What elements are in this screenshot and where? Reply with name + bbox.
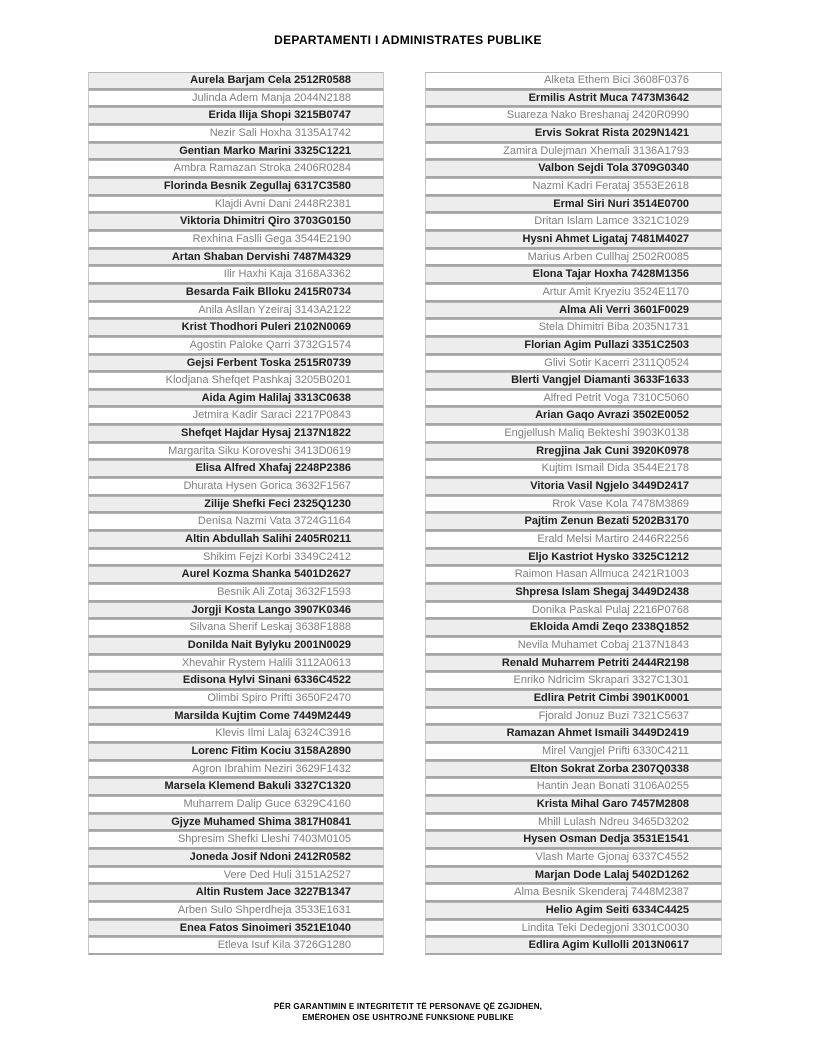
name-list-left-column bbox=[88, 72, 384, 955]
table-row: Ekloida Amdi Zeqo 2338Q1852 bbox=[425, 619, 722, 637]
footer-line-1: PËR GARANTIMIN E INTEGRITETIT TË PERSONAVE QË ZGJIDHEN, bbox=[273, 1002, 543, 1011]
table-row: Nevila Muhamet Cobaj 2137N1843 bbox=[425, 637, 722, 655]
table-row: Besnik Ali Zotaj 3632F1593 bbox=[88, 584, 384, 602]
table-row: Eljo Kastriot Hysko 3325C1212 bbox=[425, 549, 722, 567]
table-row: Mirel Vangjel Prifti 6330C4211 bbox=[425, 743, 722, 761]
table-row: Suareza Nako Breshanaj 2420R0990 bbox=[425, 107, 722, 125]
table-row: Artan Shaban Dervishi 7487M4329 bbox=[88, 249, 384, 267]
table-row: Margarita Siku Koroveshi 3413D0619 bbox=[88, 443, 384, 461]
table-row: Shefqet Hajdar Hysaj 2137N1822 bbox=[88, 425, 384, 443]
table-row: Nezir Sali Hoxha 3135A1742 bbox=[88, 125, 384, 143]
table-row: Altin Rustem Jace 3227B1347 bbox=[88, 884, 384, 902]
table-row: Artur Amit Kryeziu 3524E1170 bbox=[425, 284, 722, 302]
footer-note bbox=[0, 1001, 816, 1023]
table-row: Ramazan Ahmet Ismaili 3449D2419 bbox=[425, 725, 722, 743]
table-row: Helio Agim Seiti 6334C4425 bbox=[425, 902, 722, 920]
table-row: Hantin Jean Bonati 3106A0255 bbox=[425, 778, 722, 796]
table-row: Agostin Paloke Qarri 3732G1574 bbox=[88, 337, 384, 355]
table-row: Raimon Hasan Allmuca 2421R1003 bbox=[425, 566, 722, 584]
table-row: Xhevahir Rystem Halili 3112A0613 bbox=[88, 655, 384, 673]
table-row: Alma Besnik Skenderaj 7448M2387 bbox=[425, 884, 722, 902]
table-row: Denisa Nazmi Vata 3724G1164 bbox=[88, 513, 384, 531]
table-row: Alfred Petrit Voga 7310C5060 bbox=[425, 390, 722, 408]
table-row: Vere Ded Huli 3151A2527 bbox=[88, 867, 384, 885]
table-row: Glivi Sotir Kacerri 2311Q0524 bbox=[425, 355, 722, 373]
table-row: Edisona Hylvi Sinani 6336C4522 bbox=[88, 672, 384, 690]
table-row: Florinda Besnik Zegullaj 6317C3580 bbox=[88, 178, 384, 196]
table-row: Shikim Fejzi Korbi 3349C2412 bbox=[88, 549, 384, 567]
table-row: Rrok Vase Kola 7478M3869 bbox=[425, 496, 722, 514]
table-row: Dhurata Hysen Gorica 3632F1567 bbox=[88, 478, 384, 496]
table-row: Joneda Josif Ndoni 2412R0582 bbox=[88, 849, 384, 867]
table-row: Krist Thodhori Puleri 2102N0069 bbox=[88, 319, 384, 337]
table-row: Donilda Nait Bylyku 2001N0029 bbox=[88, 637, 384, 655]
table-row: Gjyze Muhamed Shima 3817H0841 bbox=[88, 814, 384, 832]
table-row: Edlira Petrit Cimbi 3901K0001 bbox=[425, 690, 722, 708]
table-row: Elton Sokrat Zorba 2307Q0338 bbox=[425, 761, 722, 779]
table-row: Arben Sulo Shperdheja 3533E1631 bbox=[88, 902, 384, 920]
table-row: Blerti Vangjel Diamanti 3633F1633 bbox=[425, 372, 722, 390]
table-row: Anila Asllan Yzeiraj 3143A2122 bbox=[88, 302, 384, 320]
table-row: Hysni Ahmet Ligataj 7481M4027 bbox=[425, 231, 722, 249]
table-row: Florian Agim Pullazi 3351C2503 bbox=[425, 337, 722, 355]
table-row: Lorenc Fitim Kociu 3158A2890 bbox=[88, 743, 384, 761]
table-row: Stela Dhimitri Biba 2035N1731 bbox=[425, 319, 722, 337]
table-row: Viktoria Dhimitri Qiro 3703G0150 bbox=[88, 213, 384, 231]
table-row: Vlash Marte Gjonaj 6337C4552 bbox=[425, 849, 722, 867]
table-row: Vitoria Vasil Ngjelo 3449D2417 bbox=[425, 478, 722, 496]
table-row: Alma Ali Verri 3601F0029 bbox=[425, 302, 722, 320]
table-row: Hysen Osman Dedja 3531E1541 bbox=[425, 831, 722, 849]
table-row: Etleva Isuf Kila 3726G1280 bbox=[88, 937, 384, 955]
table-row: Agron Ibrahim Neziri 3629F1432 bbox=[88, 761, 384, 779]
table-row: Gentian Marko Marini 3325C1221 bbox=[88, 143, 384, 161]
table-row: Erida Ilija Shopi 3215B0747 bbox=[88, 107, 384, 125]
table-row: Jorgji Kosta Lango 3907K0346 bbox=[88, 602, 384, 620]
table-row: Edlira Agim Kullolli 2013N0617 bbox=[425, 937, 722, 955]
table-row: Elona Tajar Hoxha 7428M1356 bbox=[425, 266, 722, 284]
table-row: Klajdi Avni Dani 2448R2381 bbox=[88, 196, 384, 214]
table-row: Lindita Teki Dedegjoni 3301C0030 bbox=[425, 920, 722, 938]
table-row: Marsilda Kujtim Come 7449M2449 bbox=[88, 708, 384, 726]
table-row: Ambra Ramazan Stroka 2406R0284 bbox=[88, 160, 384, 178]
table-row: Gejsi Ferbent Toska 2515R0739 bbox=[88, 355, 384, 373]
table-row: Zamira Dulejman Xhemali 3136A1793 bbox=[425, 143, 722, 161]
table-row: Dritan Islam Lamce 3321C1029 bbox=[425, 213, 722, 231]
table-row: Rexhina Faslli Gega 3544E2190 bbox=[88, 231, 384, 249]
table-row: Klevis Ilmi Lalaj 6324C3916 bbox=[88, 725, 384, 743]
table-row: Ermilis Astrit Muca 7473M3642 bbox=[425, 90, 722, 108]
table-row: Enea Fatos Sinoimeri 3521E1040 bbox=[88, 920, 384, 938]
table-row: Pajtim Zenun Bezati 5202B3170 bbox=[425, 513, 722, 531]
table-row: Kujtim Ismail Dida 3544E2178 bbox=[425, 460, 722, 478]
table-row: Olimbi Spiro Prifti 3650F2470 bbox=[88, 690, 384, 708]
table-row: Elisa Alfred Xhafaj 2248P2386 bbox=[88, 460, 384, 478]
table-row: Alketa Ethem Bici 3608F0376 bbox=[425, 72, 722, 90]
page-title: DEPARTAMENTI I ADMINISTRATES PUBLIKE bbox=[274, 33, 542, 47]
table-row: Ermal Siri Nuri 3514E0700 bbox=[425, 196, 722, 214]
table-row: Shpresa Islam Shegaj 3449D2438 bbox=[425, 584, 722, 602]
table-row: Zilije Shefki Feci 2325Q1230 bbox=[88, 496, 384, 514]
table-row: Nazmi Kadri Ferataj 3553E2618 bbox=[425, 178, 722, 196]
table-row: Altin Abdullah Salihi 2405R0211 bbox=[88, 531, 384, 549]
table-row: Marsela Klemend Bakuli 3327C1320 bbox=[88, 778, 384, 796]
table-row: Silvana Sherif Leskaj 3638F1888 bbox=[88, 619, 384, 637]
table-row: Engjellush Maliq Bekteshi 3903K0138 bbox=[425, 425, 722, 443]
name-list-right-column bbox=[425, 72, 722, 955]
table-row: Klodjana Shefqet Pashkaj 3205B0201 bbox=[88, 372, 384, 390]
table-row: Valbon Sejdi Tola 3709G0340 bbox=[425, 160, 722, 178]
table-row: Rregjina Jak Cuni 3920K0978 bbox=[425, 443, 722, 461]
table-row: Julinda Adem Manja 2044N2188 bbox=[88, 90, 384, 108]
table-row: Arian Gaqo Avrazi 3502E0052 bbox=[425, 407, 722, 425]
table-row: Shpresim Shefki Lleshi 7403M0105 bbox=[88, 831, 384, 849]
table-row: Jetmira Kadir Saraci 2217P0843 bbox=[88, 407, 384, 425]
table-row: Aurel Kozma Shanka 5401D2627 bbox=[88, 566, 384, 584]
table-row: Aida Agim Halilaj 3313C0638 bbox=[88, 390, 384, 408]
table-row: Ilir Haxhi Kaja 3168A3362 bbox=[88, 266, 384, 284]
table-row: Aurela Barjam Cela 2512R0588 bbox=[88, 72, 384, 90]
table-row: Ervis Sokrat Rista 2029N1421 bbox=[425, 125, 722, 143]
table-row: Marjan Dode Lalaj 5402D1262 bbox=[425, 867, 722, 885]
table-row: Marius Arben Cullhaj 2502R0085 bbox=[425, 249, 722, 267]
table-row: Enriko Ndricim Skrapari 3327C1301 bbox=[425, 672, 722, 690]
table-row: Mhill Lulash Ndreu 3465D3202 bbox=[425, 814, 722, 832]
table-row: Fjorald Jonuz Buzi 7321C5637 bbox=[425, 708, 722, 726]
table-row: Muharrem Dalip Guce 6329C4160 bbox=[88, 796, 384, 814]
table-row: Donika Paskal Pulaj 2216P0768 bbox=[425, 602, 722, 620]
table-row: Krista Mihal Garo 7457M2808 bbox=[425, 796, 722, 814]
table-row: Besarda Faik Blloku 2415R0734 bbox=[88, 284, 384, 302]
table-row: Renald Muharrem Petriti 2444R2198 bbox=[425, 655, 722, 673]
footer-line-2: EMËROHEN OSE USHTROJNË FUNKSIONE PUBLIKE bbox=[302, 1013, 514, 1022]
table-row: Erald Melsi Martiro 2446R2256 bbox=[425, 531, 722, 549]
